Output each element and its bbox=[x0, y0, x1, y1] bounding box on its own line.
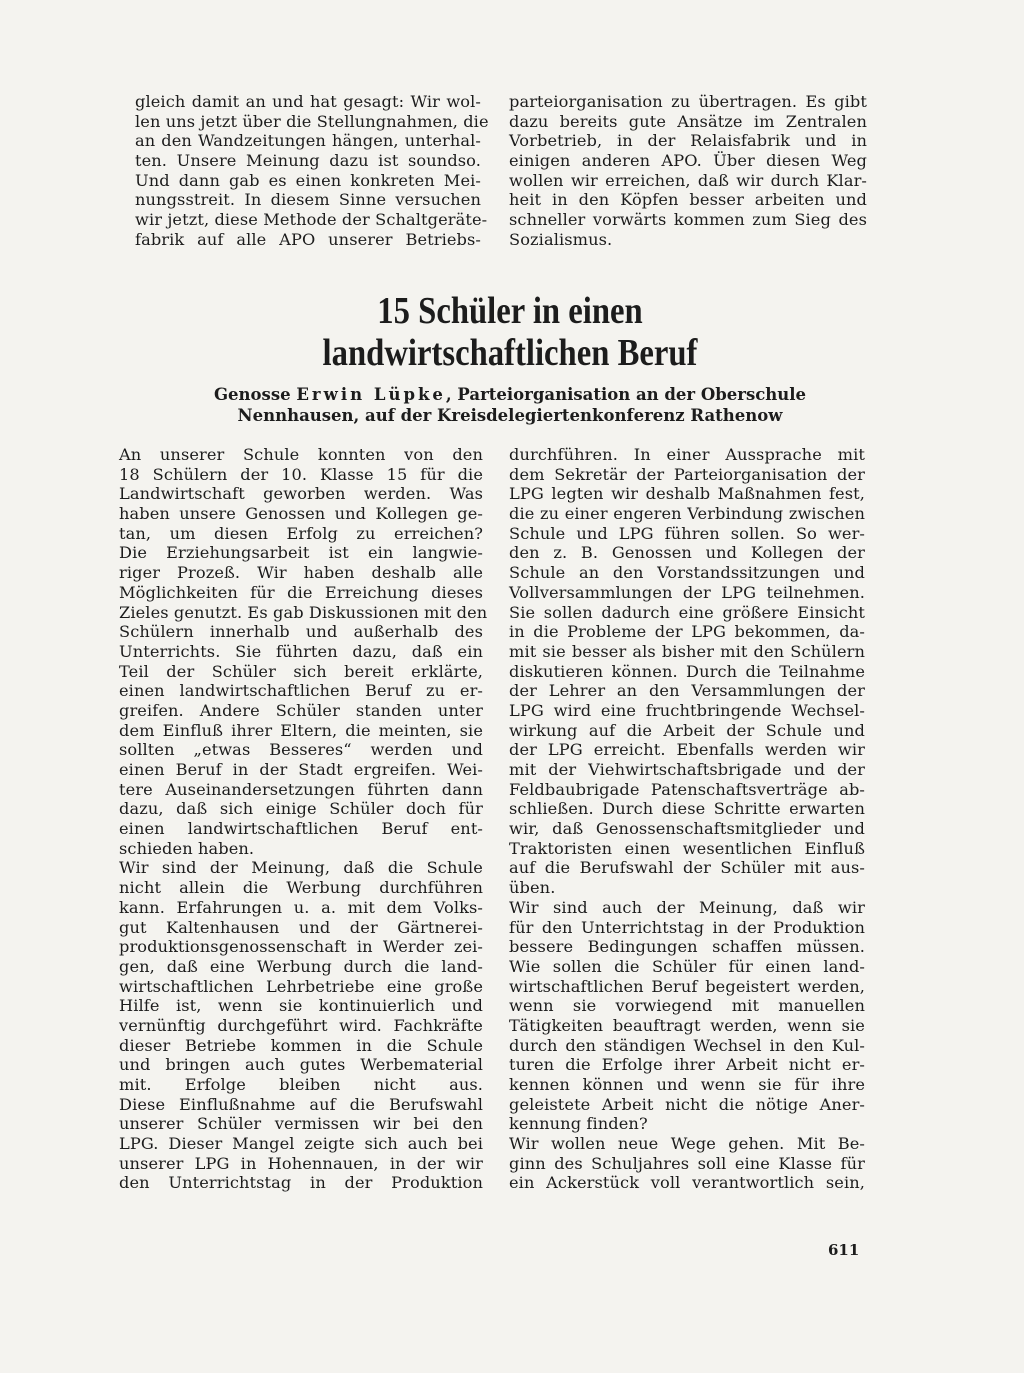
text-line: diskutieren können. Durch die Teilnahme bbox=[509, 661, 865, 681]
text-line: Landwirtschaft geworben werden. Was bbox=[119, 484, 483, 504]
text-line: Wir wollen neue Wege gehen. Mit Be- bbox=[509, 1134, 865, 1154]
text-line: Traktoristen einen wesentlichen Einfluß bbox=[509, 838, 865, 858]
text-line: schließen. Durch diese Schritte erwarten bbox=[509, 799, 865, 819]
text-line: für den Unterrichtstag in der Produktion bbox=[509, 917, 865, 937]
text-line: in die Probleme der LPG bekommen, da- bbox=[509, 622, 865, 642]
text-line: Schule und LPG führen sollen. So wer- bbox=[509, 523, 865, 543]
text-line: Unterrichts. Sie führten dazu, daß ein bbox=[119, 641, 483, 661]
text-line: vernünftig durchgeführt wird. Fachkräfte bbox=[119, 1015, 483, 1035]
author-name: Erwin Lüpke bbox=[296, 385, 446, 404]
subheadline-rest: , Parteiorganisation an der Oberschule bbox=[445, 385, 807, 404]
text-line: LPG. Dieser Mangel zeigte sich auch bei bbox=[119, 1134, 483, 1154]
text-line: Teil der Schüler sich bereit erklärte, bbox=[119, 661, 483, 681]
text-line: Wir sind auch der Meinung, daß wir bbox=[509, 897, 865, 917]
text-line: parteiorganisation zu übertragen. Es gibt bbox=[509, 92, 867, 111]
text-line: LPG legten wir deshalb Maßnahmen fest, bbox=[509, 484, 865, 504]
text-line: riger Prozeß. Wir haben deshalb alle bbox=[119, 563, 483, 583]
text-line: unserer Schüler vermissen wir bei den bbox=[119, 1114, 483, 1134]
text-line: wirtschaftlichen Beruf begeistert werden, bbox=[509, 976, 865, 996]
text-line: len uns jetzt über die Stellungnahmen, die bbox=[135, 111, 489, 131]
top-left-column bbox=[135, 92, 489, 250]
text-line: mit der Viehwirtschaftsbrigade und der bbox=[509, 760, 865, 779]
text-line: der LPG erreicht. Ebenfalls werden wir bbox=[509, 740, 865, 760]
text-line: Vollversammlungen der LPG teilnehmen. bbox=[509, 582, 865, 602]
text-line: Hilfe ist, wenn sie kontinuierlich und bbox=[119, 996, 483, 1016]
text-line: durchführen. In einer Aussprache mit bbox=[509, 445, 865, 464]
text-line: dieser Betriebe kommen in die Schule bbox=[119, 1035, 483, 1055]
text-line: Möglichkeiten für die Erreichung dieses bbox=[119, 582, 483, 602]
text-line: ein Ackerstück voll verantwortlich sein, bbox=[509, 1173, 865, 1193]
text-line: gen, daß eine Werbung durch die land- bbox=[119, 956, 483, 976]
text-line: wollen wir erreichen, daß wir durch Klar- bbox=[509, 170, 867, 190]
text-line: tere Auseinandersetzungen führten dann bbox=[119, 779, 483, 799]
text-line: tan, um diesen Erfolg zu erreichen? bbox=[119, 523, 483, 543]
text-line: durch den ständigen Wechsel in den Kul- bbox=[509, 1035, 865, 1055]
subheadline-line-2: Nennhausen, auf der Kreisdelegiertenkonferenz Rathenow bbox=[237, 406, 783, 425]
text-line: fabrik auf alle APO unserer Betriebs- bbox=[135, 229, 481, 249]
text-line: greifen. Andere Schüler standen unter bbox=[119, 700, 483, 720]
text-line: kann. Erfahrungen u. a. mit dem Volks- bbox=[119, 897, 483, 917]
text-line: einen landwirtschaftlichen Beruf ent- bbox=[119, 819, 483, 839]
text-line: Sozialismus. bbox=[509, 229, 613, 249]
text-line: Feldbaubrigade Patenschaftsverträge ab- bbox=[509, 779, 865, 799]
text-line: der Lehrer an den Versammlungen der bbox=[509, 681, 865, 701]
subheadline-line-1 bbox=[150, 384, 870, 405]
text-line: sollten „etwas Besseres“ werden und bbox=[119, 740, 483, 760]
text-line: einen Beruf in der Stadt ergreifen. Wei- bbox=[119, 760, 483, 779]
page-number: 611 bbox=[828, 1241, 860, 1259]
text-line: Wir sind der Meinung, daß die Schule bbox=[119, 858, 483, 878]
subheadline-prefix: Genosse bbox=[213, 385, 291, 404]
article-headline bbox=[175, 290, 846, 374]
text-line: gut Kaltenhausen und der Gärtnerei- bbox=[119, 917, 483, 937]
text-line: 18 Schülern der 10. Klasse 15 für die bbox=[119, 464, 483, 484]
text-line: geleistete Arbeit nicht die nötige Aner- bbox=[509, 1094, 865, 1114]
text-line: kennung finden? bbox=[509, 1114, 648, 1134]
text-line: Schülern innerhalb und außerhalb des bbox=[119, 622, 483, 642]
text-line: Zieles genutzt. Es gab Diskussionen mit den bbox=[119, 602, 488, 622]
headline-line-2: landwirtschaftlichen Beruf bbox=[322, 332, 698, 374]
text-line: Sie sollen dadurch eine größere Einsicht bbox=[509, 602, 865, 622]
text-line: wir jetzt, diese Methode der Schaltgeräte- bbox=[135, 210, 488, 230]
main-right-column bbox=[509, 445, 865, 1193]
text-line: LPG wird eine fruchtbringende Wechsel- bbox=[509, 700, 865, 720]
text-line: einen landwirtschaftlichen Beruf zu er- bbox=[119, 681, 483, 701]
text-line: schneller vorwärts kommen zum Sieg des bbox=[509, 210, 867, 230]
headline-line-1: 15 Schüler in einen bbox=[377, 290, 643, 332]
text-line: dem Einfluß ihrer Eltern, die meinten, sie bbox=[119, 720, 483, 740]
text-line: Und dann gab es einen konkreten Mei- bbox=[135, 170, 481, 190]
article-subheadline bbox=[150, 384, 870, 426]
text-line: Wie sollen die Schüler für einen land- bbox=[509, 956, 865, 976]
text-line: turen die Erfolge ihrer Arbeit nicht er- bbox=[509, 1055, 865, 1075]
text-line: An unserer Schule konnten von den bbox=[119, 445, 483, 464]
text-line: einigen anderen APO. Über diesen Weg bbox=[509, 151, 867, 171]
text-line: produktionsgenossenschaft in Werder zei- bbox=[119, 937, 483, 957]
text-line: den z. B. Genossen und Kollegen der bbox=[509, 543, 865, 563]
top-right-column bbox=[509, 92, 867, 250]
main-left-column bbox=[119, 445, 488, 1193]
text-line: Die Erziehungsarbeit ist ein langwie- bbox=[119, 543, 483, 563]
text-line: haben unsere Genossen und Kollegen ge- bbox=[119, 504, 483, 524]
text-line: dazu, daß sich einige Schüler doch für bbox=[119, 799, 483, 819]
text-line: dem Sekretär der Parteiorganisation der bbox=[509, 464, 865, 484]
text-line: Tätigkeiten beauftragt werden, wenn sie bbox=[509, 1015, 865, 1035]
text-line: ten. Unsere Meinung dazu ist soundso. bbox=[135, 151, 481, 171]
text-line: wir, daß Genossenschaftsmitglieder und bbox=[509, 819, 865, 839]
text-line: bessere Bedingungen schaffen müssen. bbox=[509, 937, 865, 957]
text-line: Vorbetrieb, in der Relaisfabrik und in bbox=[509, 131, 867, 151]
text-line: mit sie besser als bisher mit den Schülern bbox=[509, 641, 865, 661]
text-line: Diese Einflußnahme auf die Berufswahl bbox=[119, 1094, 483, 1114]
text-line: nicht allein die Werbung durchführen bbox=[119, 878, 483, 898]
text-line: ginn des Schuljahres soll eine Klasse für bbox=[509, 1153, 865, 1173]
text-line: wenn sie vorwiegend mit manuellen bbox=[509, 996, 865, 1016]
text-line: üben. bbox=[509, 878, 556, 898]
text-line: mit. Erfolge bleiben nicht aus. bbox=[119, 1075, 483, 1094]
text-line: gleich damit an und hat gesagt: Wir wol- bbox=[135, 92, 481, 111]
text-line: nungsstreit. In diesem Sinne versuchen bbox=[135, 190, 481, 210]
text-line: schieden haben. bbox=[119, 838, 255, 858]
text-line: unserer LPG in Hohennauen, in der wir bbox=[119, 1153, 483, 1173]
text-line: kennen können und wenn sie für ihre bbox=[509, 1075, 865, 1094]
text-line: die zu einer engeren Verbindung zwischen bbox=[509, 504, 865, 524]
text-line: und bringen auch gutes Werbematerial bbox=[119, 1055, 483, 1075]
text-line: dazu bereits gute Ansätze im Zentralen bbox=[509, 111, 867, 131]
text-line: auf die Berufswahl der Schüler mit aus- bbox=[509, 858, 865, 878]
text-line: wirtschaftlichen Lehrbetriebe eine große bbox=[119, 976, 483, 996]
text-line: wirkung auf die Arbeit der Schule und bbox=[509, 720, 865, 740]
text-line: den Unterrichtstag in der Produktion bbox=[119, 1173, 483, 1193]
text-line: Schule an den Vorstandssitzungen und bbox=[509, 563, 865, 583]
text-line: heit in den Köpfen besser arbeiten und bbox=[509, 190, 867, 210]
text-line: an den Wandzeitungen hängen, unterhal- bbox=[135, 131, 481, 151]
